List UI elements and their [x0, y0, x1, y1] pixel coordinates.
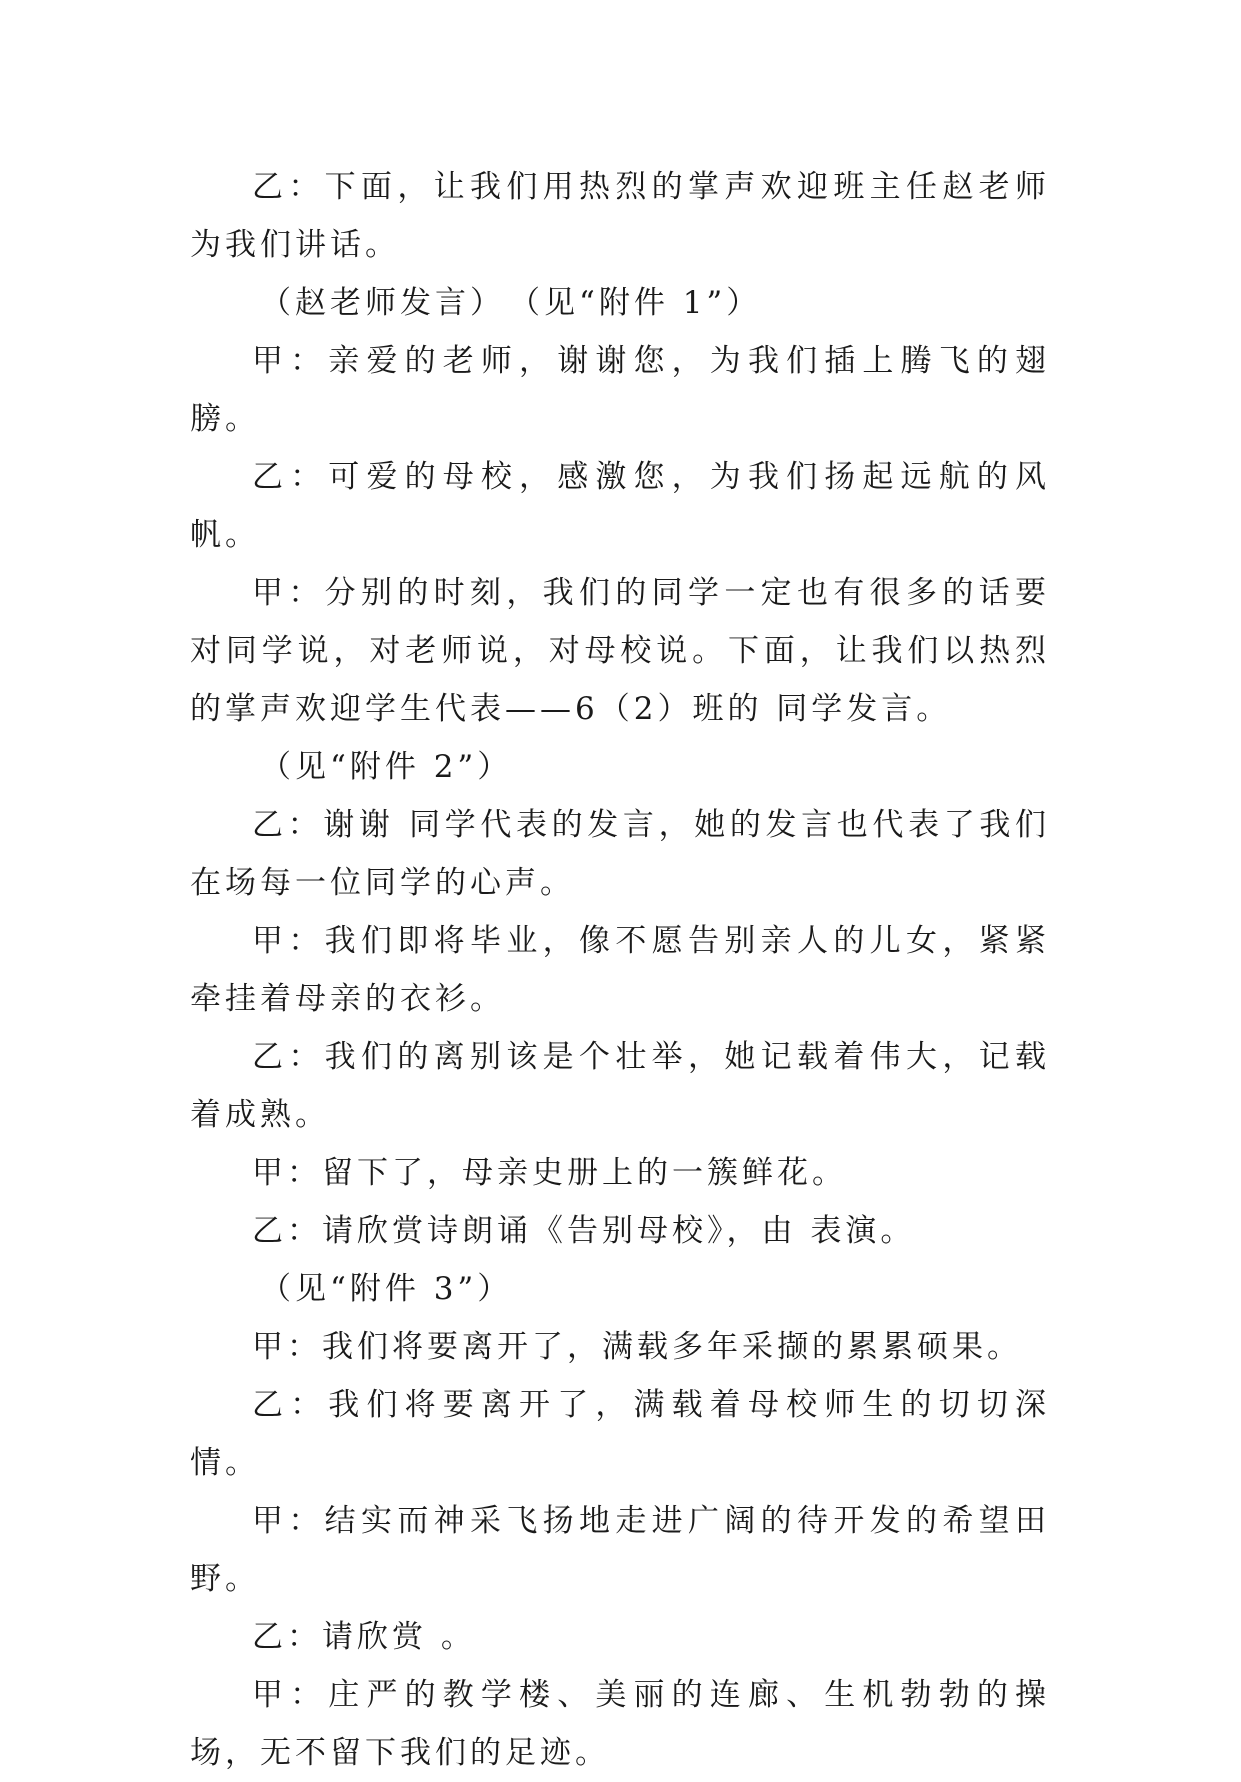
- paragraph: 乙：我们将要离开了，满载着母校师生的切切深情。: [190, 1387, 1050, 1481]
- paragraph: 甲：结实而神采飞扬地走进广阔的待开发的希望田野。: [190, 1503, 1050, 1597]
- paragraph-note: （赵老师发言） （见“附件 1”）: [260, 285, 762, 321]
- paragraph: 乙：谢谢 同学代表的发言，她的发言也代表了我们在场每一位同学的心声。: [190, 807, 1050, 901]
- paragraph: 甲：庄严的教学楼、美丽的连廊、生机勃勃的操场，无不留下我们的足迹。: [190, 1677, 1050, 1771]
- paragraph: 甲：我们将要离开了，满载多年采撷的累累硕果。: [252, 1329, 1022, 1365]
- paragraph: 乙：可爱的母校，感激您，为我们扬起远航的风帆。: [190, 459, 1050, 553]
- paragraph: 乙：请欣赏 。: [252, 1619, 476, 1655]
- paragraph: 甲：亲爱的老师，谢谢您，为我们插上腾飞的翅膀。: [190, 343, 1050, 437]
- paragraph: 甲：留下了，母亲史册上的一簇鲜花。: [252, 1155, 847, 1191]
- paragraph: 乙：我们的离别该是个壮举，她记载着伟大，记载着成熟。: [190, 1039, 1050, 1133]
- document-body: [190, 158, 1050, 1782]
- paragraph-note: （见“附件 2”）: [260, 749, 513, 785]
- paragraph: 乙：下面，让我们用热烈的掌声欢迎班主任赵老师为我们讲话。: [190, 169, 1050, 263]
- paragraph: 甲：分别的时刻，我们的同学一定也有很多的话要对同学说，对老师说，对母校说。下面，让我们以热烈的掌声欢迎学生代表——6（2）班的 同学发言。: [190, 575, 1050, 727]
- paragraph-note: （见“附件 3”）: [260, 1271, 513, 1307]
- paragraph: 乙：请欣赏诗朗诵《告别母校》，由 表演。: [252, 1213, 916, 1249]
- paragraph: 甲：我们即将毕业，像不愿告别亲人的儿女，紧紧牵挂着母亲的衣衫。: [190, 923, 1050, 1017]
